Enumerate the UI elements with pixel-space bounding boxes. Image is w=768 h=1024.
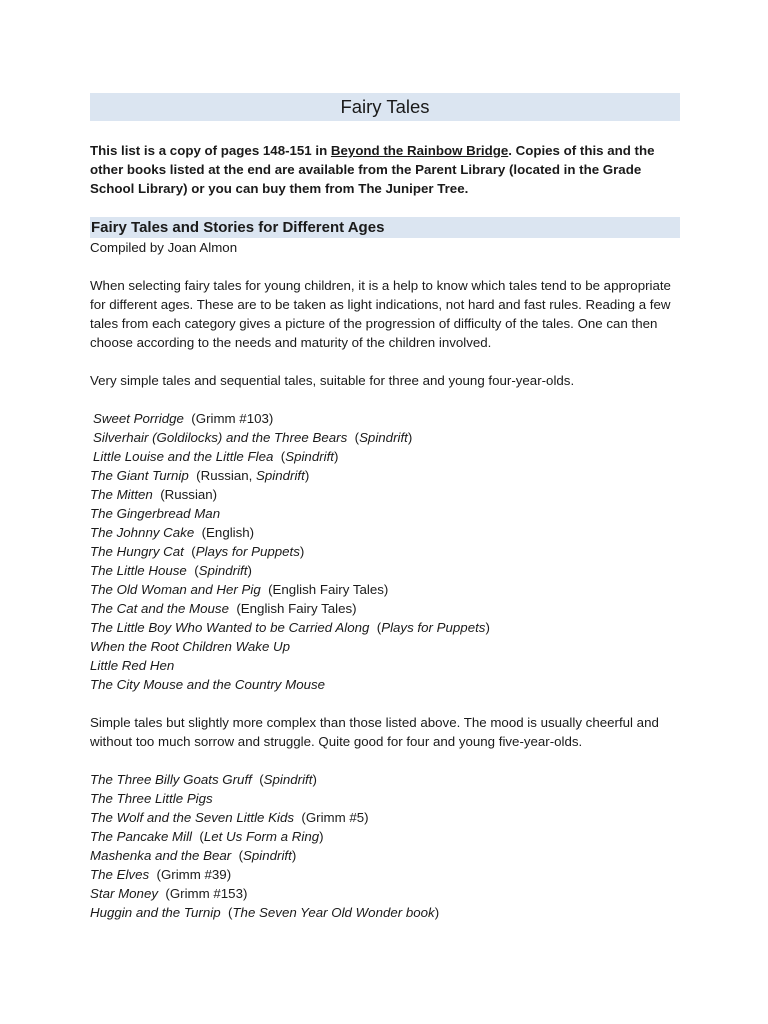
story-title: The Cat and the Mouse	[90, 601, 229, 616]
story-item	[90, 428, 680, 447]
story-title: The City Mouse and the Country Mouse	[90, 677, 326, 692]
story-note: )	[333, 449, 339, 464]
story-source: Spindrift	[359, 430, 408, 445]
story-title: The Elves	[90, 867, 150, 882]
story-title: The Little Boy Who Wanted to be Carried Along	[90, 620, 370, 635]
story-note: (Grimm #5)	[294, 810, 369, 825]
story-item	[90, 675, 680, 694]
story-note: )	[291, 848, 297, 863]
story-note: (Russian,	[188, 468, 257, 483]
story-item	[90, 656, 680, 675]
story-source: Spindrift	[285, 449, 334, 464]
story-note: )	[485, 620, 490, 635]
story-item	[90, 580, 680, 599]
story-source: Spindrift	[198, 563, 248, 578]
story-title: Mashenka and the Bear	[90, 848, 232, 863]
story-title: The Johnny Cake	[90, 525, 195, 540]
story-note: )	[312, 772, 317, 787]
story-note: (Grimm #153)	[158, 886, 248, 901]
story-title: Silverhair (Goldilocks) and the Three Bears	[93, 430, 348, 445]
story-title: The Wolf and the Seven Little Kids	[90, 810, 294, 825]
story-source: Plays for Puppets	[381, 620, 486, 635]
document-page	[90, 93, 680, 922]
story-note: (	[231, 848, 244, 863]
group1-intro: Very simple tales and sequential tales, suitable for three and young four-year-olds.	[90, 373, 575, 388]
story-title: The Three Billy Goats Gruff	[90, 772, 252, 787]
story-title: Little Louise and the Little Flea	[93, 449, 274, 464]
story-title: The Hungry Cat	[90, 544, 184, 559]
story-list-group-2	[90, 770, 680, 922]
story-item	[90, 884, 680, 903]
story-note: (	[192, 829, 204, 844]
story-title: Star Money	[90, 886, 158, 901]
story-item	[90, 561, 680, 580]
story-item	[90, 485, 680, 504]
story-source: Spindrift	[243, 848, 292, 863]
intro-body-paragraph: When selecting fairy tales for young children, it is a help to know which tales tend to be appropriate for different ages. These are to be taken as light indications, not hard and fast rules. Reading a few tales from each category gives a picture of the progression of difficulty of the tales. One can then choose according to the needs and maturity of the children involved.	[90, 278, 671, 350]
story-item	[90, 504, 680, 523]
story-source: The Seven Year Old Wonder book	[232, 905, 435, 920]
story-title: The Pancake Mill	[90, 829, 192, 844]
story-note: (Grimm #39)	[149, 867, 232, 882]
story-item	[90, 827, 680, 846]
story-title: The Mitten	[90, 487, 153, 502]
section-heading: Fairy Tales and Stories for Different Ages	[90, 217, 680, 238]
story-item	[90, 789, 680, 808]
story-note: (	[347, 430, 360, 445]
story-item	[90, 846, 680, 865]
story-note: (	[186, 563, 199, 578]
story-note: (	[369, 620, 382, 635]
story-note: (	[251, 772, 264, 787]
story-note: )	[247, 563, 252, 578]
story-note: )	[319, 829, 324, 844]
group2-intro: Simple tales but slightly more complex than those listed above. The mood is usually cheerful and without too much sorrow and struggle. Quite good for four and young five-year-olds.	[90, 715, 659, 749]
story-source: Spindrift	[256, 468, 305, 483]
story-title: The Giant Turnip	[90, 468, 189, 483]
story-note: (English Fairy Tales)	[260, 582, 389, 597]
story-title: The Gingerbread Man	[90, 506, 221, 521]
story-item	[90, 618, 680, 637]
story-note: (English)	[194, 525, 255, 540]
story-item	[90, 542, 680, 561]
intro-text-start: This list is a copy of pages 148-151 in	[90, 143, 331, 158]
story-title: Little Red Hen	[90, 658, 175, 673]
compiled-by-line: Compiled by Joan Almon	[90, 240, 238, 255]
story-item	[90, 637, 680, 656]
story-item	[90, 770, 680, 789]
story-title: When the Root Children Wake Up	[90, 639, 291, 654]
document-title: Fairy Tales	[90, 93, 680, 121]
story-title: The Little House	[90, 563, 187, 578]
intro-text-end: . Copies of this and the other books listed at the end are available from the Parent Library (located in the Grade School Library) or you can buy them from The Juniper Tree.	[90, 143, 655, 196]
story-title: Sweet Porridge	[93, 411, 184, 426]
story-source: Let Us Form a Ring	[203, 829, 320, 844]
story-note: (Grimm #103)	[183, 411, 274, 426]
story-note: (	[183, 544, 196, 559]
story-item	[90, 903, 680, 922]
story-item	[90, 447, 680, 466]
story-note: )	[304, 468, 310, 483]
story-note: )	[434, 905, 440, 920]
story-note: (	[273, 449, 286, 464]
story-item	[90, 523, 680, 542]
story-title: The Three Little Pigs	[90, 791, 213, 806]
story-source: Plays for Puppets	[195, 544, 300, 559]
story-title: Huggin and the Turnip	[90, 905, 221, 920]
intro-paragraph	[90, 141, 680, 198]
story-item	[90, 808, 680, 827]
story-note: (	[220, 905, 233, 920]
story-list-group-1	[90, 409, 680, 694]
story-source: Spindrift	[263, 772, 313, 787]
story-item	[90, 865, 680, 884]
book-title-link: Beyond the Rainbow Bridge	[330, 143, 509, 158]
story-note: (Russian)	[152, 487, 218, 502]
story-item	[90, 466, 680, 485]
story-title: The Old Woman and Her Pig	[90, 582, 261, 597]
story-item	[90, 409, 680, 428]
story-note: (English Fairy Tales)	[228, 601, 357, 616]
story-item	[90, 599, 680, 618]
story-note: )	[299, 544, 305, 559]
story-note: )	[407, 430, 413, 445]
